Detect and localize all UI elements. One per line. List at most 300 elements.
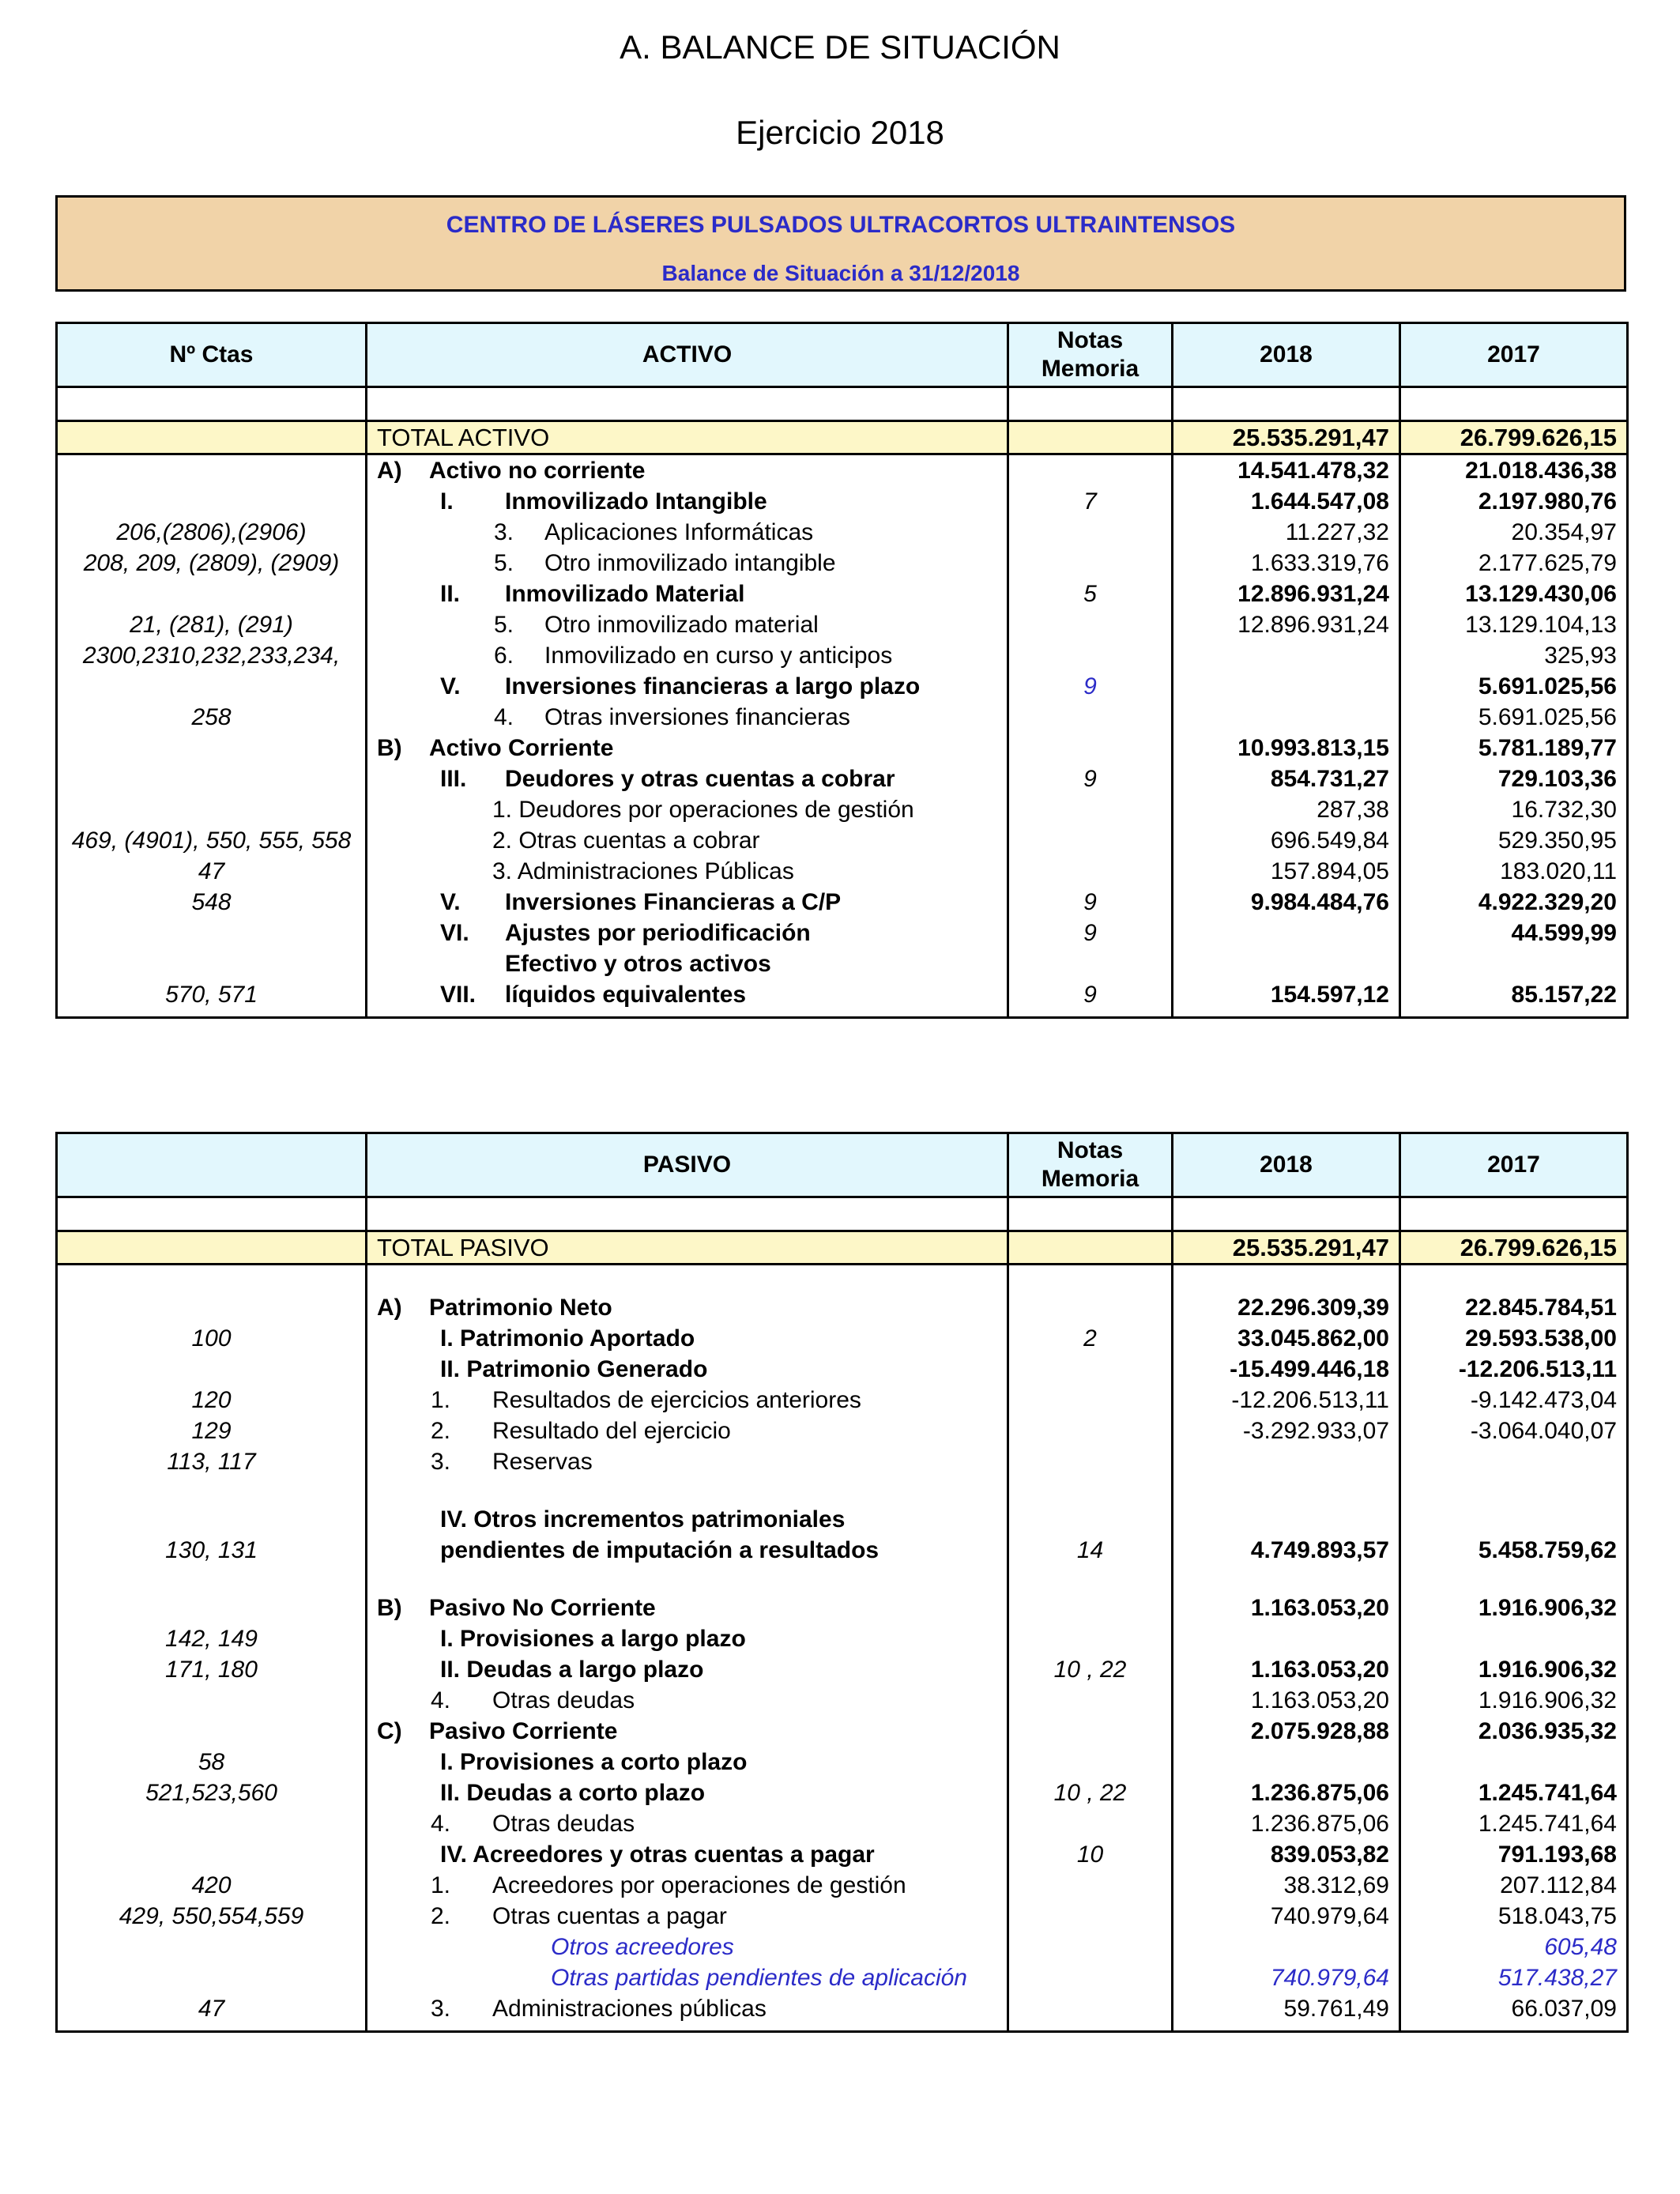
section-numeral: I.	[440, 488, 454, 515]
table-row	[57, 1932, 1628, 1962]
item-number: 6.	[494, 643, 514, 669]
concept-label: Inversiones Financieras a C/P	[505, 889, 842, 915]
col-header-accounts	[57, 1133, 367, 1197]
value-2018: 11.227,32	[1173, 517, 1400, 548]
notes-memoria	[1008, 1808, 1173, 1839]
value-2018	[1173, 1932, 1400, 1962]
value-2018: 154.597,12	[1173, 948, 1400, 1018]
item-number: 1.	[431, 1872, 451, 1898]
value-2018: 854.731,27	[1173, 763, 1400, 794]
concept-label: Inversiones financieras a largo plazo	[505, 673, 921, 699]
account-codes	[57, 733, 367, 763]
value-2018: 157.894,05	[1173, 856, 1400, 887]
value-2018: 2.075.928,88	[1173, 1716, 1400, 1747]
value-2017	[1400, 1623, 1628, 1654]
concept-label: I. Provisiones a largo plazo	[440, 1626, 746, 1652]
concept-cell	[367, 856, 1008, 887]
value-2018: 22.296.309,39	[1173, 1292, 1400, 1323]
total-activo-2018: 25.535.291,47	[1173, 421, 1400, 454]
table-row	[57, 1354, 1628, 1385]
notes-memoria	[1008, 517, 1173, 548]
concept-cell	[367, 794, 1008, 825]
table-row	[57, 1870, 1628, 1901]
table-row	[57, 948, 1628, 1018]
document-title: A. BALANCE DE SITUACIÓN	[620, 28, 1060, 66]
value-2017: 5.691.025,56	[1400, 671, 1628, 702]
table-row	[57, 1323, 1628, 1354]
concept-label: Resultado del ejercicio	[492, 1418, 731, 1444]
account-codes	[57, 1932, 367, 1962]
concept-cell	[367, 1416, 1008, 1446]
value-2018: 12.896.931,24	[1173, 609, 1400, 640]
table-row	[57, 517, 1628, 548]
item-number: 4.	[431, 1687, 451, 1713]
value-2017: 1.916.906,32	[1400, 1593, 1628, 1623]
account-codes: 58	[57, 1747, 367, 1777]
concept-label: Efectivo y otros activos líquidos equivalentes	[505, 951, 771, 1008]
concept-label: Otro inmovilizado material	[544, 612, 819, 638]
account-codes: 130, 131	[57, 1504, 367, 1566]
table-row	[57, 1993, 1628, 2032]
section-numeral: V.	[440, 889, 461, 915]
concept-cell	[367, 1623, 1008, 1654]
account-codes: 521,523,560	[57, 1777, 367, 1808]
concept-label: Aplicaciones Informáticas	[544, 519, 814, 545]
value-2017: 791.193,68	[1400, 1839, 1628, 1870]
notes-memoria: 10	[1008, 1839, 1173, 1870]
value-2017: 2.036.935,32	[1400, 1716, 1628, 1747]
value-2017: 517.438,27	[1400, 1962, 1628, 1993]
account-codes	[57, 1354, 367, 1385]
account-codes	[57, 1716, 367, 1747]
notes-memoria	[1008, 733, 1173, 763]
notes-memoria	[1008, 1716, 1173, 1747]
value-2018: 740.979,64	[1173, 1901, 1400, 1932]
value-2017: 5.691.025,56	[1400, 702, 1628, 733]
value-2018	[1173, 702, 1400, 733]
table-row	[57, 794, 1628, 825]
account-codes: 206,(2806),(2906)	[57, 517, 367, 548]
account-codes: 113, 117	[57, 1446, 367, 1477]
concept-cell	[367, 1446, 1008, 1477]
concept-label: 2. Otras cuentas a cobrar	[492, 827, 760, 854]
account-codes	[57, 794, 367, 825]
concept-label: II. Deudas a largo plazo	[440, 1657, 704, 1683]
account-codes: 469, (4901), 550, 555, 558	[57, 825, 367, 856]
table-row	[57, 856, 1628, 887]
col-header-pasivo: PASIVO	[367, 1133, 1008, 1197]
table-row	[57, 887, 1628, 918]
concept-label: Pasivo No Corriente	[429, 1595, 656, 1621]
account-codes: 208, 209, (2809), (2909)	[57, 548, 367, 579]
concept-label: Otras deudas	[492, 1811, 635, 1837]
concept-label: II. Deudas a corto plazo	[440, 1780, 706, 1806]
notes-memoria: 9	[1008, 887, 1173, 918]
concept-label: IV. Acreedores y otras cuentas a pagar	[440, 1842, 875, 1868]
account-codes: 570, 571	[57, 948, 367, 1018]
section-numeral: VI.	[440, 920, 469, 946]
notes-memoria: 9	[1008, 671, 1173, 702]
blank-row	[57, 387, 1628, 421]
value-2017: 44.599,99	[1400, 918, 1628, 948]
notes-memoria	[1008, 1870, 1173, 1901]
value-2018: 4.749.893,57	[1173, 1504, 1400, 1566]
concept-label: Otras partidas pendientes de aplicación	[551, 1965, 967, 1991]
notes-memoria: 9	[1008, 918, 1173, 948]
table-row	[57, 1777, 1628, 1808]
table-row	[57, 733, 1628, 763]
concept-label: Reservas	[492, 1449, 593, 1475]
section-numeral: V.	[440, 673, 461, 699]
table-row	[57, 1685, 1628, 1716]
activo-table	[55, 322, 1629, 1019]
value-2018: 1.633.319,76	[1173, 548, 1400, 579]
concept-label: Activo Corriente	[429, 735, 614, 761]
value-2018	[1173, 640, 1400, 671]
spacer-row	[57, 1566, 1628, 1593]
col-header-2018: 2018	[1173, 1133, 1400, 1197]
concept-label: II. Patrimonio Generado	[440, 1356, 708, 1382]
item-number: 3.	[431, 1449, 451, 1475]
notes-memoria	[1008, 1962, 1173, 1993]
notes-memoria	[1008, 856, 1173, 887]
notes-memoria	[1008, 609, 1173, 640]
account-codes: 420	[57, 1870, 367, 1901]
concept-cell	[367, 1870, 1008, 1901]
notes-memoria	[1008, 1623, 1173, 1654]
item-number: 5.	[494, 550, 514, 576]
concept-label: 3. Administraciones Públicas	[492, 858, 794, 884]
concept-label: Administraciones públicas	[492, 1996, 767, 2022]
concept-label: Otras cuentas a pagar	[492, 1903, 727, 1929]
table-row	[57, 1901, 1628, 1932]
concept-cell	[367, 1901, 1008, 1932]
item-number: 3.	[494, 519, 514, 545]
col-header-notes: Notas Memoria	[1008, 1133, 1173, 1197]
concept-cell	[367, 1777, 1008, 1808]
concept-cell	[367, 1292, 1008, 1323]
notes-memoria: 9	[1008, 948, 1173, 1018]
concept-label: Resultados de ejercicios anteriores	[492, 1387, 861, 1413]
spacer-row	[57, 1477, 1628, 1504]
account-codes: 142, 149	[57, 1623, 367, 1654]
account-codes	[57, 1808, 367, 1839]
concept-cell	[367, 579, 1008, 609]
section-letter: A)	[377, 1295, 402, 1321]
value-2018: 1.163.053,20	[1173, 1654, 1400, 1685]
value-2018: 1.236.875,06	[1173, 1808, 1400, 1839]
value-2018: 287,38	[1173, 794, 1400, 825]
concept-cell	[367, 1323, 1008, 1354]
value-2018: 14.541.478,32	[1173, 454, 1400, 487]
value-2017: 66.037,09	[1400, 1993, 1628, 2032]
concept-label: 1. Deudores por operaciones de gestión	[492, 797, 914, 823]
table-row	[57, 486, 1628, 517]
item-number: 3.	[431, 1996, 451, 2022]
value-2017: 22.845.784,51	[1400, 1292, 1628, 1323]
entity-banner	[55, 195, 1626, 292]
value-2017: 13.129.430,06	[1400, 579, 1628, 609]
notes-memoria: 10 , 22	[1008, 1654, 1173, 1685]
concept-cell	[367, 1808, 1008, 1839]
notes-memoria: 14	[1008, 1504, 1173, 1566]
notes-memoria	[1008, 1354, 1173, 1385]
concept-label: Patrimonio Neto	[429, 1295, 612, 1321]
notes-memoria	[1008, 548, 1173, 579]
value-2017: 1.245.741,64	[1400, 1808, 1628, 1839]
concept-cell	[367, 702, 1008, 733]
notes-memoria	[1008, 1416, 1173, 1446]
value-2017	[1400, 1747, 1628, 1777]
table-row	[57, 1808, 1628, 1839]
notes-memoria	[1008, 1993, 1173, 2032]
value-2017: 20.354,97	[1400, 517, 1628, 548]
concept-label: Otras inversiones financieras	[544, 704, 850, 730]
total-pasivo-2017: 26.799.626,15	[1400, 1231, 1628, 1265]
account-codes: 171, 180	[57, 1654, 367, 1685]
account-codes	[57, 454, 367, 487]
value-2018: 1.644.547,08	[1173, 486, 1400, 517]
concept-label: Activo no corriente	[429, 458, 646, 484]
concept-label: I. Provisiones a corto plazo	[440, 1749, 748, 1775]
concept-label: I. Patrimonio Aportado	[440, 1325, 695, 1351]
total-activo-row	[57, 421, 1628, 454]
concept-label: Otras deudas	[492, 1687, 635, 1713]
total-pasivo-2018: 25.535.291,47	[1173, 1231, 1400, 1265]
section-letter: B)	[377, 1595, 402, 1621]
concept-cell	[367, 517, 1008, 548]
value-2017: -12.206.513,11	[1400, 1354, 1628, 1385]
concept-cell	[367, 1747, 1008, 1777]
concept-label: Deudores y otras cuentas a cobrar	[505, 766, 895, 792]
total-activo-2017: 26.799.626,15	[1400, 421, 1628, 454]
value-2017: -9.142.473,04	[1400, 1385, 1628, 1416]
total-pasivo-label: TOTAL PASIVO	[367, 1231, 1008, 1265]
value-2018: 839.053,82	[1173, 1839, 1400, 1870]
col-header-2017: 2017	[1400, 323, 1628, 387]
account-codes	[57, 579, 367, 609]
table-row	[57, 548, 1628, 579]
notes-memoria	[1008, 1932, 1173, 1962]
concept-label: Otro inmovilizado intangible	[544, 550, 836, 576]
table-row	[57, 702, 1628, 733]
account-codes: 100	[57, 1323, 367, 1354]
concept-cell	[367, 887, 1008, 918]
value-2017: 207.112,84	[1400, 1870, 1628, 1901]
account-codes	[57, 671, 367, 702]
value-2018: 740.979,64	[1173, 1962, 1400, 1993]
concept-cell	[367, 609, 1008, 640]
table-row	[57, 1504, 1628, 1566]
item-number: 1.	[431, 1387, 451, 1413]
value-2018	[1173, 671, 1400, 702]
concept-cell	[367, 1962, 1008, 1993]
table-row	[57, 454, 1628, 487]
account-codes	[57, 1292, 367, 1323]
account-codes	[57, 763, 367, 794]
concept-cell	[367, 1654, 1008, 1685]
value-2017: 529.350,95	[1400, 825, 1628, 856]
notes-memoria	[1008, 1446, 1173, 1477]
notes-memoria	[1008, 794, 1173, 825]
value-2018	[1173, 1623, 1400, 1654]
concept-cell	[367, 1593, 1008, 1623]
document-subtitle: Ejercicio 2018	[736, 114, 944, 151]
notes-memoria	[1008, 1385, 1173, 1416]
value-2017	[1400, 1446, 1628, 1477]
pasivo-header-row	[57, 1133, 1628, 1197]
concept-cell	[367, 1932, 1008, 1962]
section-numeral: II.	[440, 581, 461, 607]
notes-memoria	[1008, 702, 1173, 733]
account-codes: 21, (281), (291)	[57, 609, 367, 640]
account-codes	[57, 1685, 367, 1716]
section-letter: C)	[377, 1718, 402, 1744]
value-2018: -12.206.513,11	[1173, 1385, 1400, 1416]
value-2017: 1.245.741,64	[1400, 1777, 1628, 1808]
concept-cell	[367, 454, 1008, 487]
table-row	[57, 763, 1628, 794]
value-2018: 9.984.484,76	[1173, 887, 1400, 918]
spacer-row	[57, 1265, 1628, 1293]
table-row	[57, 1385, 1628, 1416]
col-header-accounts: Nº Ctas	[57, 323, 367, 387]
value-2017: 4.922.329,20	[1400, 887, 1628, 918]
value-2018	[1173, 1747, 1400, 1777]
table-row	[57, 1593, 1628, 1623]
value-2018: 38.312,69	[1173, 1870, 1400, 1901]
account-codes: 120	[57, 1385, 367, 1416]
value-2017: 183.020,11	[1400, 856, 1628, 887]
value-2018: -15.499.446,18	[1173, 1354, 1400, 1385]
table-row	[57, 579, 1628, 609]
concept-label: Inmovilizado Intangible	[505, 488, 767, 515]
concept-cell	[367, 1685, 1008, 1716]
section-letter: A)	[377, 458, 402, 484]
section-numeral: III.	[440, 766, 467, 792]
value-2018: 59.761,49	[1173, 1993, 1400, 2032]
concept-cell	[367, 825, 1008, 856]
notes-memoria	[1008, 640, 1173, 671]
value-2018: 696.549,84	[1173, 825, 1400, 856]
notes-memoria: 2	[1008, 1323, 1173, 1354]
blank-row	[57, 1197, 1628, 1231]
concept-cell	[367, 548, 1008, 579]
value-2018: -3.292.933,07	[1173, 1416, 1400, 1446]
value-2017: 605,48	[1400, 1932, 1628, 1962]
concept-cell	[367, 1354, 1008, 1385]
value-2018	[1173, 1446, 1400, 1477]
section-numeral: VII.	[440, 982, 477, 1008]
value-2017: 729.103,36	[1400, 763, 1628, 794]
table-row	[57, 825, 1628, 856]
value-2017: 85.157,22	[1400, 948, 1628, 1018]
activo-header-row	[57, 323, 1628, 387]
account-codes	[57, 1593, 367, 1623]
table-row	[57, 1292, 1628, 1323]
value-2018: 12.896.931,24	[1173, 579, 1400, 609]
value-2017: 21.018.436,38	[1400, 454, 1628, 487]
value-2017: 325,93	[1400, 640, 1628, 671]
value-2018: 1.236.875,06	[1173, 1777, 1400, 1808]
value-2017: 1.916.906,32	[1400, 1685, 1628, 1716]
account-codes: 47	[57, 856, 367, 887]
concept-label: Acreedores por operaciones de gestión	[492, 1872, 906, 1898]
value-2017: 518.043,75	[1400, 1901, 1628, 1932]
account-codes: 548	[57, 887, 367, 918]
account-codes: 258	[57, 702, 367, 733]
value-2017: -3.064.040,07	[1400, 1416, 1628, 1446]
balance-date: Balance de Situación a 31/12/2018	[661, 261, 1020, 285]
table-row	[57, 1623, 1628, 1654]
concept-cell	[367, 1839, 1008, 1870]
col-header-notes: Notas Memoria	[1008, 323, 1173, 387]
account-codes	[57, 1962, 367, 1993]
account-codes	[57, 486, 367, 517]
concept-cell	[367, 1993, 1008, 2032]
account-codes	[57, 918, 367, 948]
table-row	[57, 1654, 1628, 1685]
value-2017: 2.197.980,76	[1400, 486, 1628, 517]
concept-cell	[367, 1716, 1008, 1747]
concept-cell	[367, 1385, 1008, 1416]
notes-memoria	[1008, 1292, 1173, 1323]
concept-cell	[367, 763, 1008, 794]
table-row	[57, 671, 1628, 702]
section-letter: B)	[377, 735, 402, 761]
notes-memoria: 9	[1008, 763, 1173, 794]
item-number: 4.	[431, 1811, 451, 1837]
table-row	[57, 918, 1628, 948]
value-2018: 33.045.862,00	[1173, 1323, 1400, 1354]
notes-memoria	[1008, 825, 1173, 856]
table-row	[57, 640, 1628, 671]
table-row	[57, 1416, 1628, 1446]
concept-cell	[367, 640, 1008, 671]
value-2017: 2.177.625,79	[1400, 548, 1628, 579]
value-2017: 1.916.906,32	[1400, 1654, 1628, 1685]
table-row	[57, 1747, 1628, 1777]
notes-memoria: 10 , 22	[1008, 1777, 1173, 1808]
account-codes: 129	[57, 1416, 367, 1446]
notes-memoria	[1008, 1747, 1173, 1777]
concept-cell	[367, 671, 1008, 702]
table-row	[57, 1839, 1628, 1870]
value-2017: 13.129.104,13	[1400, 609, 1628, 640]
concept-cell	[367, 486, 1008, 517]
concept-label: Pasivo Corriente	[429, 1718, 618, 1744]
account-codes: 47	[57, 1993, 367, 2032]
concept-label: Otros acreedores	[551, 1934, 734, 1960]
col-header-activo: ACTIVO	[367, 323, 1008, 387]
notes-memoria: 5	[1008, 579, 1173, 609]
notes-memoria	[1008, 1593, 1173, 1623]
value-2017: 29.593.538,00	[1400, 1323, 1628, 1354]
value-2017: 5.458.759,62	[1400, 1504, 1628, 1566]
notes-memoria	[1008, 454, 1173, 487]
concept-cell	[367, 1504, 1008, 1566]
table-row	[57, 1962, 1628, 1993]
pasivo-table	[55, 1132, 1629, 2033]
table-row	[57, 609, 1628, 640]
notes-memoria	[1008, 1901, 1173, 1932]
concept-cell	[367, 733, 1008, 763]
item-number: 2.	[431, 1418, 451, 1444]
account-codes	[57, 1839, 367, 1870]
value-2018: 1.163.053,20	[1173, 1593, 1400, 1623]
item-number: 5.	[494, 612, 514, 638]
account-codes: 2300,2310,232,233,234,	[57, 640, 367, 671]
